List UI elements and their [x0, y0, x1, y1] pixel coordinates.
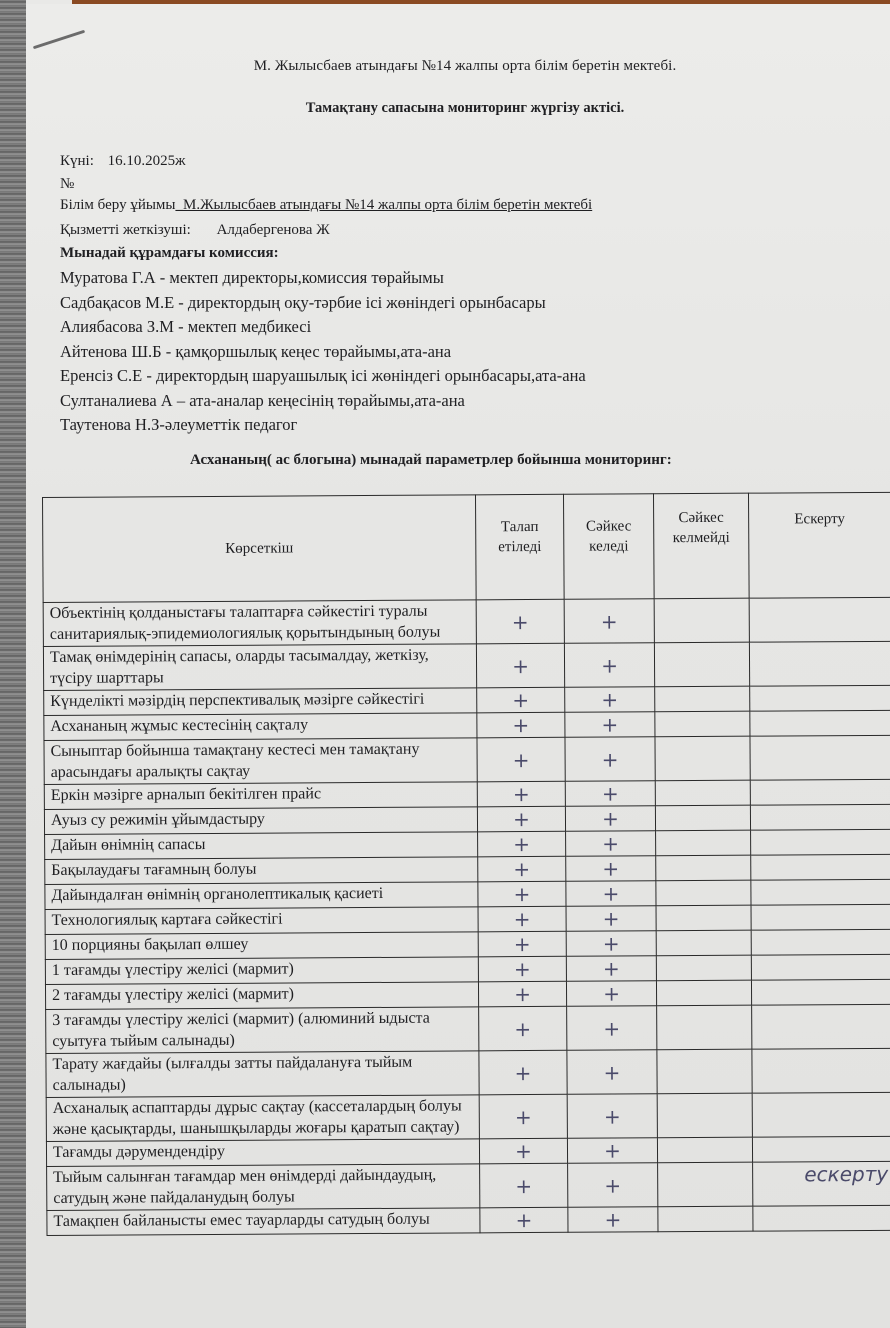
indicator-cell: Технологиялық картаға сәйкестігі — [45, 907, 478, 935]
required-mark: + — [478, 956, 566, 982]
note-cell — [750, 804, 890, 830]
commission-members — [60, 266, 586, 438]
indicator-cell: Ауыз су режимін ұйымдастыру — [44, 807, 477, 835]
note-cell — [751, 829, 890, 855]
date-value: 16.10.2025ж — [107, 153, 186, 169]
note-cell — [752, 1048, 890, 1093]
indicator-cell: Асхананың жұмыс кестесінің сақталу — [44, 713, 477, 741]
compliant-mark: + — [566, 906, 656, 932]
compliant-mark: + — [568, 1207, 658, 1233]
required-mark: + — [477, 712, 565, 738]
noncompliant-cell — [656, 830, 751, 856]
noncompliant-cell — [656, 955, 751, 981]
note-cell — [751, 954, 890, 980]
member: Алиябасова З.М - мектеп медбикесі — [60, 317, 312, 336]
compliant-mark: + — [565, 687, 655, 713]
indicator-cell: 3 тағамды үлестіру желісі (мармит) (алюминий ыдыста суытуға тыйым салынады) — [46, 1007, 479, 1054]
member: Муратова Г.А - мектеп директоры,комиссия төрайымы — [60, 268, 444, 287]
noncompliant-cell — [657, 1049, 752, 1094]
org-value: _М.Жылысбаев атындағы №14 жалпы орта білім беретін мектебі — [175, 197, 593, 213]
noncompliant-cell — [654, 598, 749, 643]
required-mark: + — [479, 1050, 567, 1095]
compliant-mark: + — [567, 1050, 657, 1095]
indicator-cell: Күнделікті мәзірдің перспективалық мәзірге сәйкестігі — [44, 688, 477, 716]
school-title: М. Жылысбаев атындағы №14 жалпы орта білім беретін мектебі. — [253, 58, 677, 74]
required-mark: + — [477, 806, 565, 832]
compliant-mark: + — [565, 806, 655, 832]
table-row — [46, 1004, 890, 1053]
compliant-mark: + — [566, 856, 656, 882]
indicator-cell: 1 тағамды үлестіру желісі (мармит) — [45, 957, 478, 985]
note-cell — [753, 1205, 890, 1231]
compliant-mark: + — [565, 781, 655, 807]
noncompliant-cell — [655, 805, 750, 831]
indicator-cell: Бақылаудағы тағамның болуы — [45, 857, 478, 885]
table-row — [47, 1161, 890, 1210]
note-cell — [751, 904, 890, 930]
note-cell — [750, 710, 890, 736]
member: Айтенова Ш.Б - қамқоршылық кеңес төрайымы,ата-ана — [60, 341, 452, 361]
required-mark: + — [479, 1094, 567, 1139]
note-cell — [750, 779, 890, 805]
commission-heading: Мынадай құрамдағы комиссия: — [60, 245, 279, 261]
noncompliant-cell — [654, 642, 749, 687]
supplier-value: Алдабергенова Ж — [216, 222, 330, 238]
required-mark: + — [479, 1006, 567, 1051]
compliant-mark: + — [568, 1163, 658, 1208]
compliant-mark: + — [566, 981, 656, 1007]
date-label: Күні: — [60, 153, 94, 169]
required-mark: + — [478, 906, 566, 932]
required-mark: + — [477, 781, 565, 807]
header-noncompliant: Сәйкес келмейді — [653, 493, 749, 599]
indicator-cell: Сыныптар бойынша тамақтану кестесі мен тамақтану арасындағы аралықты сақтау — [44, 738, 477, 785]
table-row — [46, 1092, 890, 1141]
member: Еренсіз С.Е - директордың шаруашылық ісі жөніндегі орынбасары,ата-ана — [60, 366, 586, 385]
required-mark: + — [478, 981, 566, 1007]
indicator-cell: Тағамды дәрумендендіру — [46, 1139, 479, 1167]
note-cell — [751, 929, 890, 955]
compliant-mark: + — [564, 599, 654, 644]
note-cell — [749, 641, 890, 686]
header-compliant: Сәйкес келеді — [563, 494, 654, 600]
note-cell — [752, 1136, 890, 1162]
required-mark: + — [477, 737, 565, 782]
compliant-mark: + — [567, 1138, 657, 1164]
table-row — [47, 1205, 890, 1235]
note-cell — [751, 879, 890, 905]
org-label: Білім беру ұйымы — [60, 197, 176, 213]
number-line — [60, 176, 74, 193]
required-mark: + — [478, 831, 566, 857]
note-cell — [751, 854, 890, 880]
indicator-cell: Тыйым салынған тағамдар мен өнімдерді дайындаудың, сатудың және пайдаланудың болуы — [47, 1164, 480, 1211]
table-header-row — [43, 492, 890, 602]
noncompliant-cell — [658, 1162, 753, 1207]
required-mark: + — [478, 856, 566, 882]
noncompliant-cell — [657, 1093, 752, 1138]
note-cell — [751, 979, 890, 1005]
indicator-cell: Тамақпен байланысты емес тауарларды сатудың болуы — [47, 1208, 480, 1236]
binder-edge — [0, 0, 26, 1328]
noncompliant-cell — [656, 980, 751, 1006]
compliant-mark: + — [565, 712, 655, 738]
required-mark: + — [476, 643, 564, 688]
noncompliant-cell — [656, 905, 751, 931]
act-title: Тамақтану сапасына мониторинг жүргізу актісі. — [305, 100, 625, 116]
compliant-mark: + — [567, 1094, 657, 1139]
indicator-cell: Дайын өнімнің сапасы — [45, 832, 478, 860]
compliant-mark: + — [567, 1006, 657, 1051]
indicator-cell: Еркін мәзірге арналып бекітілген прайс — [44, 782, 477, 810]
org-line — [60, 197, 592, 214]
indicator-cell: 2 тағамды үлестіру желісі (мармит) — [45, 982, 478, 1010]
compliant-mark: + — [566, 831, 656, 857]
member: Султаналиева А – ата-аналар кеңесінің төрайымы,ата-ана — [60, 390, 465, 410]
required-mark: + — [476, 599, 564, 644]
note-cell — [752, 1004, 890, 1049]
noncompliant-cell — [657, 1137, 752, 1163]
noncompliant-cell — [656, 880, 751, 906]
table-row — [46, 1048, 890, 1097]
indicator-cell: Объектінің қолданыстағы талаптарға сәйкестігі туралы санитариялық-эпидемиологиялық қорытындының болуы — [43, 600, 476, 647]
compliant-mark: + — [566, 931, 656, 957]
member: Садбақасов М.Е - директордың оқу-тәрбие ісі жөніндегі орынбасары — [60, 292, 546, 312]
table-row — [44, 735, 890, 784]
noncompliant-cell — [655, 686, 750, 712]
indicator-cell: Тарату жағдайы (ылғалды затты пайдалануға тыйым салынады) — [46, 1051, 479, 1098]
required-mark: + — [477, 687, 565, 713]
noncompliant-cell — [655, 736, 750, 781]
compliant-mark: + — [564, 643, 654, 688]
compliant-mark: + — [566, 881, 656, 907]
date-line — [60, 153, 186, 170]
supplier-line — [60, 222, 330, 239]
number-label: № — [60, 176, 75, 192]
required-mark: + — [479, 1138, 567, 1164]
required-mark: + — [478, 881, 566, 907]
required-mark: + — [480, 1207, 568, 1233]
indicator-cell: Дайындалған өнімнің органолептикалық қасиеті — [45, 882, 478, 910]
note-cell — [752, 1092, 890, 1137]
noncompliant-cell — [658, 1206, 753, 1232]
table-row — [43, 641, 890, 690]
table-row — [43, 597, 890, 646]
noncompliant-cell — [655, 780, 750, 806]
noncompliant-cell — [655, 711, 750, 737]
indicator-cell: Асханалық аспаптарды дұрыс сақтау (кассеталардың болуы және қасықтарды, шанышқыларды жоғары қаратып сақтау) — [46, 1095, 479, 1142]
note-cell-handwritten: ескерту — [753, 1161, 890, 1206]
required-mark: + — [478, 931, 566, 957]
note-cell — [749, 597, 890, 642]
noncompliant-cell — [656, 930, 751, 956]
required-mark: + — [480, 1163, 568, 1208]
member: Таутенова Н.З-әлеуметтік педагог — [60, 415, 298, 434]
monitoring-table — [42, 492, 890, 1236]
compliant-mark: + — [566, 956, 656, 982]
indicator-cell: 10 порцияны бақылап өлшеу — [45, 932, 478, 960]
section-title: Асхананың( ас блогына) мынадай параметрлер бойынша мониторинг: — [190, 452, 672, 468]
noncompliant-cell — [657, 1005, 752, 1050]
header-required: Талап етіледі — [475, 494, 564, 600]
note-cell — [750, 685, 890, 711]
noncompliant-cell — [656, 855, 751, 881]
header-indicator: Көрсеткіш — [43, 495, 477, 603]
note-cell — [750, 735, 890, 780]
compliant-mark: + — [565, 737, 655, 782]
header-note: Ескерту — [748, 492, 890, 598]
indicator-cell: Тамақ өнімдерінің сапасы, оларды тасымалдау, жеткізу, түсіру шарттары — [43, 644, 476, 691]
supplier-label: Қызметті жеткізуші: — [60, 222, 191, 238]
